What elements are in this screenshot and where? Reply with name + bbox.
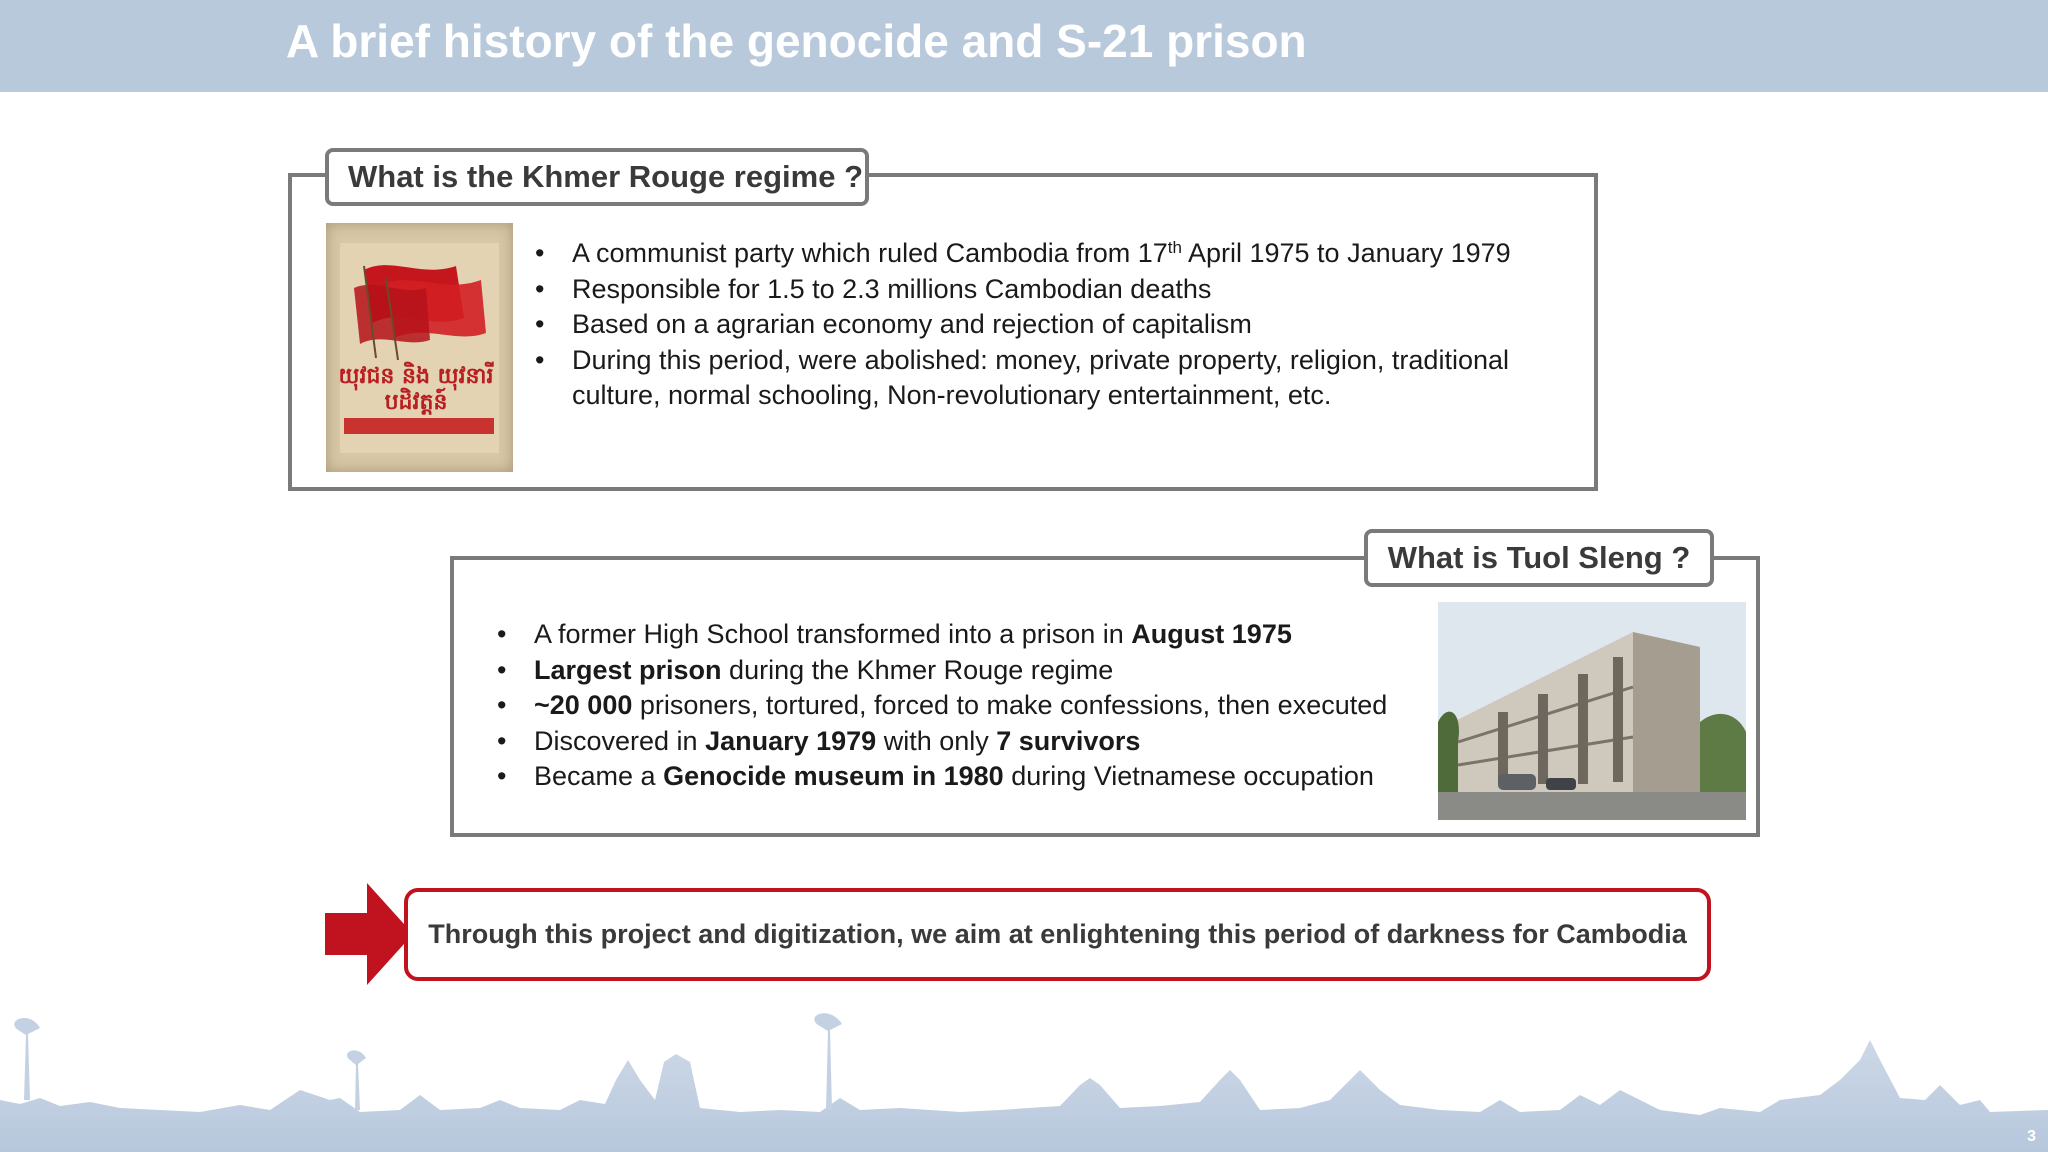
bullet-bold: Largest prison <box>534 654 722 685</box>
bullet-text: April 1975 to January 1979 <box>1181 238 1511 268</box>
list-item <box>497 617 1447 653</box>
khmer-rouge-bullets <box>535 236 1575 414</box>
bullet-text: during Vietnamese occupation <box>1003 761 1374 792</box>
list-item: • Responsible for 1.5 to 2.3 millions Cambodian deaths <box>535 272 1575 308</box>
khmer-rouge-heading: What is the Khmer Rouge regime ? <box>325 148 869 206</box>
superscript: th <box>1167 238 1182 257</box>
bullet-text: A former High School transformed into a prison in <box>534 619 1132 649</box>
bullet-text: Became a <box>534 761 664 792</box>
propaganda-booklet-image <box>326 223 513 472</box>
tuol-sleng-heading: What is Tuol Sleng ? <box>1364 529 1714 587</box>
bullet-text: during the Khmer Rouge regime <box>721 654 1114 685</box>
bullet-text: with only <box>876 725 997 756</box>
bullet-bold: 7 survivors <box>996 725 1141 756</box>
title-bar <box>0 0 2048 92</box>
booklet-cover-text: យុវជន និង យុវនារី បដិវត្តន៍ <box>338 363 494 415</box>
list-item <box>497 724 1447 760</box>
list-item <box>497 653 1447 689</box>
red-flags-icon <box>346 248 496 363</box>
bullet-text: Discovered in <box>534 725 706 756</box>
bullet-text: prisoners, tortured, forced to make confessions, then executed <box>632 690 1388 721</box>
bullet-bold: ~20 000 <box>534 690 633 721</box>
list-item: • Based on a agrarian economy and rejection of capitalism <box>535 307 1575 343</box>
bullet-text: A communist party which ruled Cambodia from 17 <box>572 238 1168 268</box>
booklet-red-strip <box>344 418 494 434</box>
cambodia-skyline-silhouette <box>0 1000 2048 1152</box>
tuol-sleng-building-photo <box>1438 602 1746 820</box>
building-illustration <box>1438 602 1746 820</box>
bullet-bold: January 1979 <box>705 725 877 756</box>
page-number: 3 <box>2027 1128 2036 1145</box>
bullet-bold: August 1975 <box>1131 619 1292 649</box>
right-arrow-icon <box>325 883 413 985</box>
list-item <box>497 759 1447 795</box>
list-item <box>535 236 1575 272</box>
callout-box: Through this project and digitization, we aim at enlightening this period of darkness for Cambodia <box>404 888 1711 981</box>
tuol-sleng-bullets <box>497 617 1447 795</box>
slide-title: A brief history of the genocide and S-21 prison <box>286 15 1307 67</box>
bullet-bold: Genocide museum in 1980 <box>663 761 1004 792</box>
list-item: • During this period, were abolished: money, private property, religion, traditional culture, normal schooling, Non-revolutionary entertainment, etc. <box>535 343 1575 414</box>
list-item <box>497 688 1447 724</box>
